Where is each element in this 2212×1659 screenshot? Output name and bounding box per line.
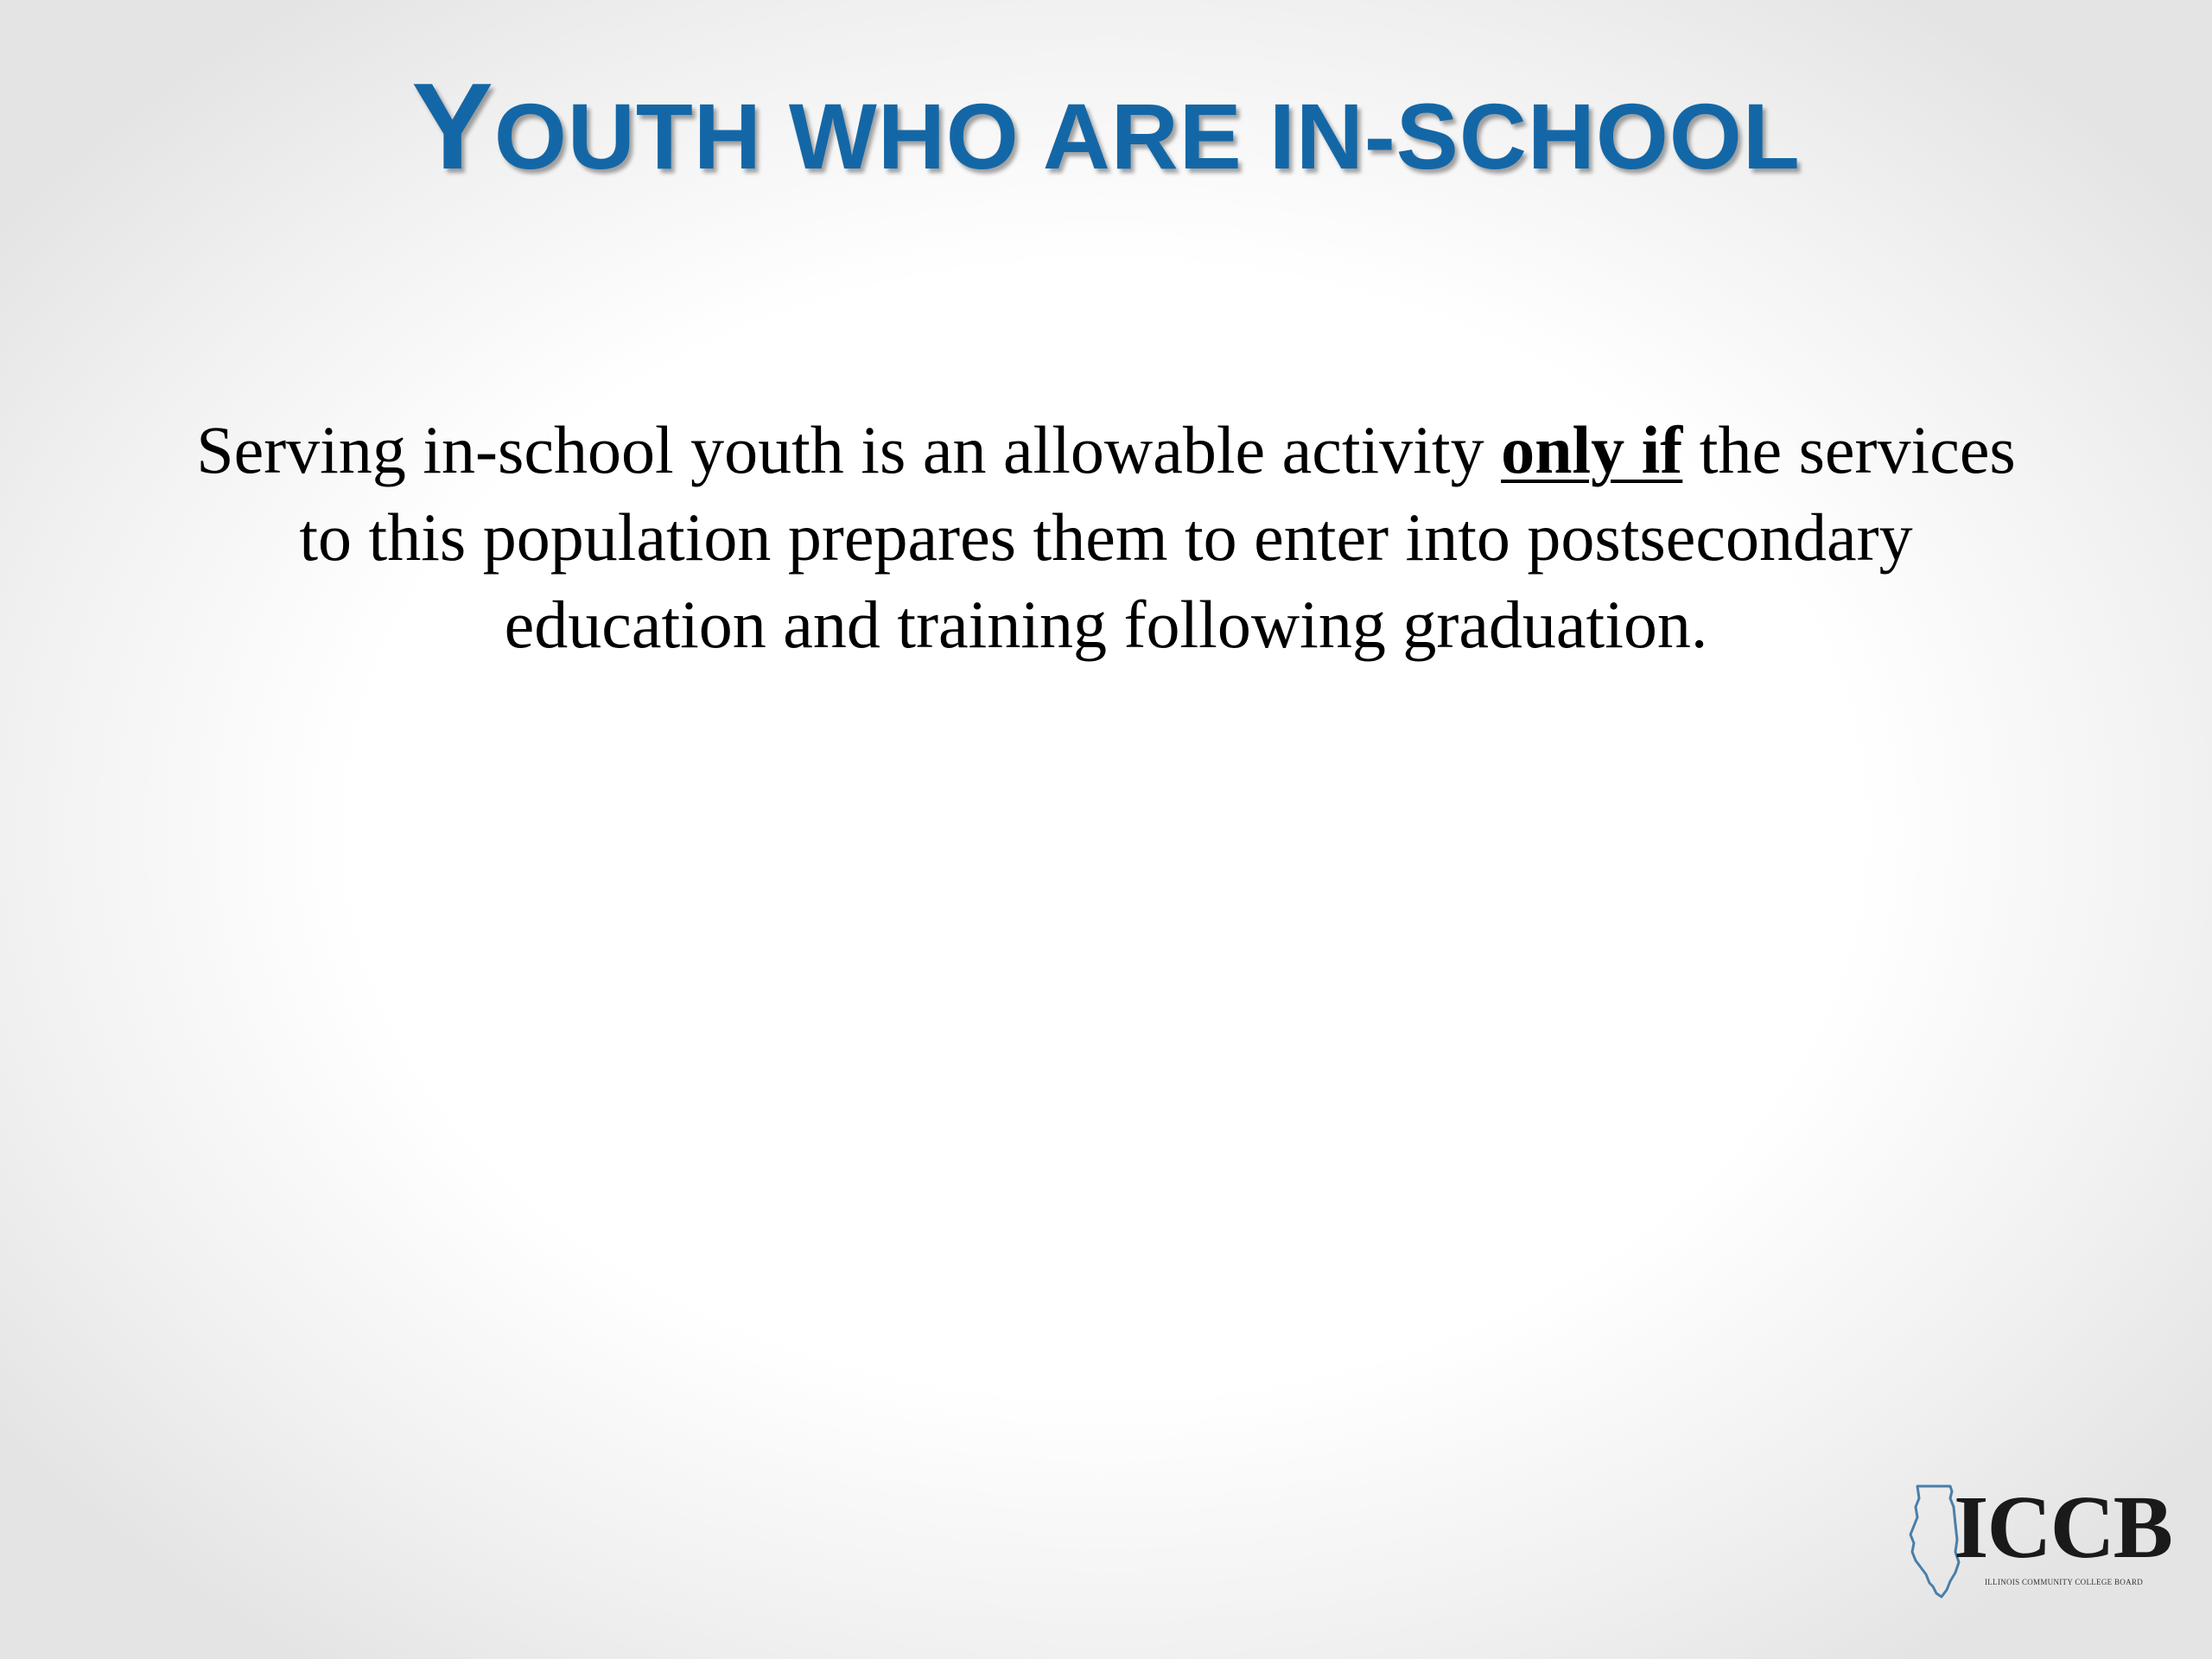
body-text-after: the services to this population prepares them to enter into postsecondary education and training following graduation.	[299, 412, 2016, 662]
body-text-emphasis: only if	[1501, 412, 1683, 487]
slide-title-initial: Y	[411, 58, 494, 195]
logo-subtitle: ILLINOIS COMMUNITY COLLEGE BOARD	[1985, 1578, 2144, 1586]
slide-title-rest: OUTH WHO ARE IN-SCHOOL	[493, 84, 1801, 188]
iccb-logo	[1905, 1479, 2173, 1600]
slide-title	[0, 54, 2212, 200]
slide-body-text	[173, 406, 2039, 668]
logo-wordmark: ICCB	[1954, 1478, 2172, 1577]
body-text-before: Serving in-school youth is an allowable activity	[196, 412, 1502, 487]
